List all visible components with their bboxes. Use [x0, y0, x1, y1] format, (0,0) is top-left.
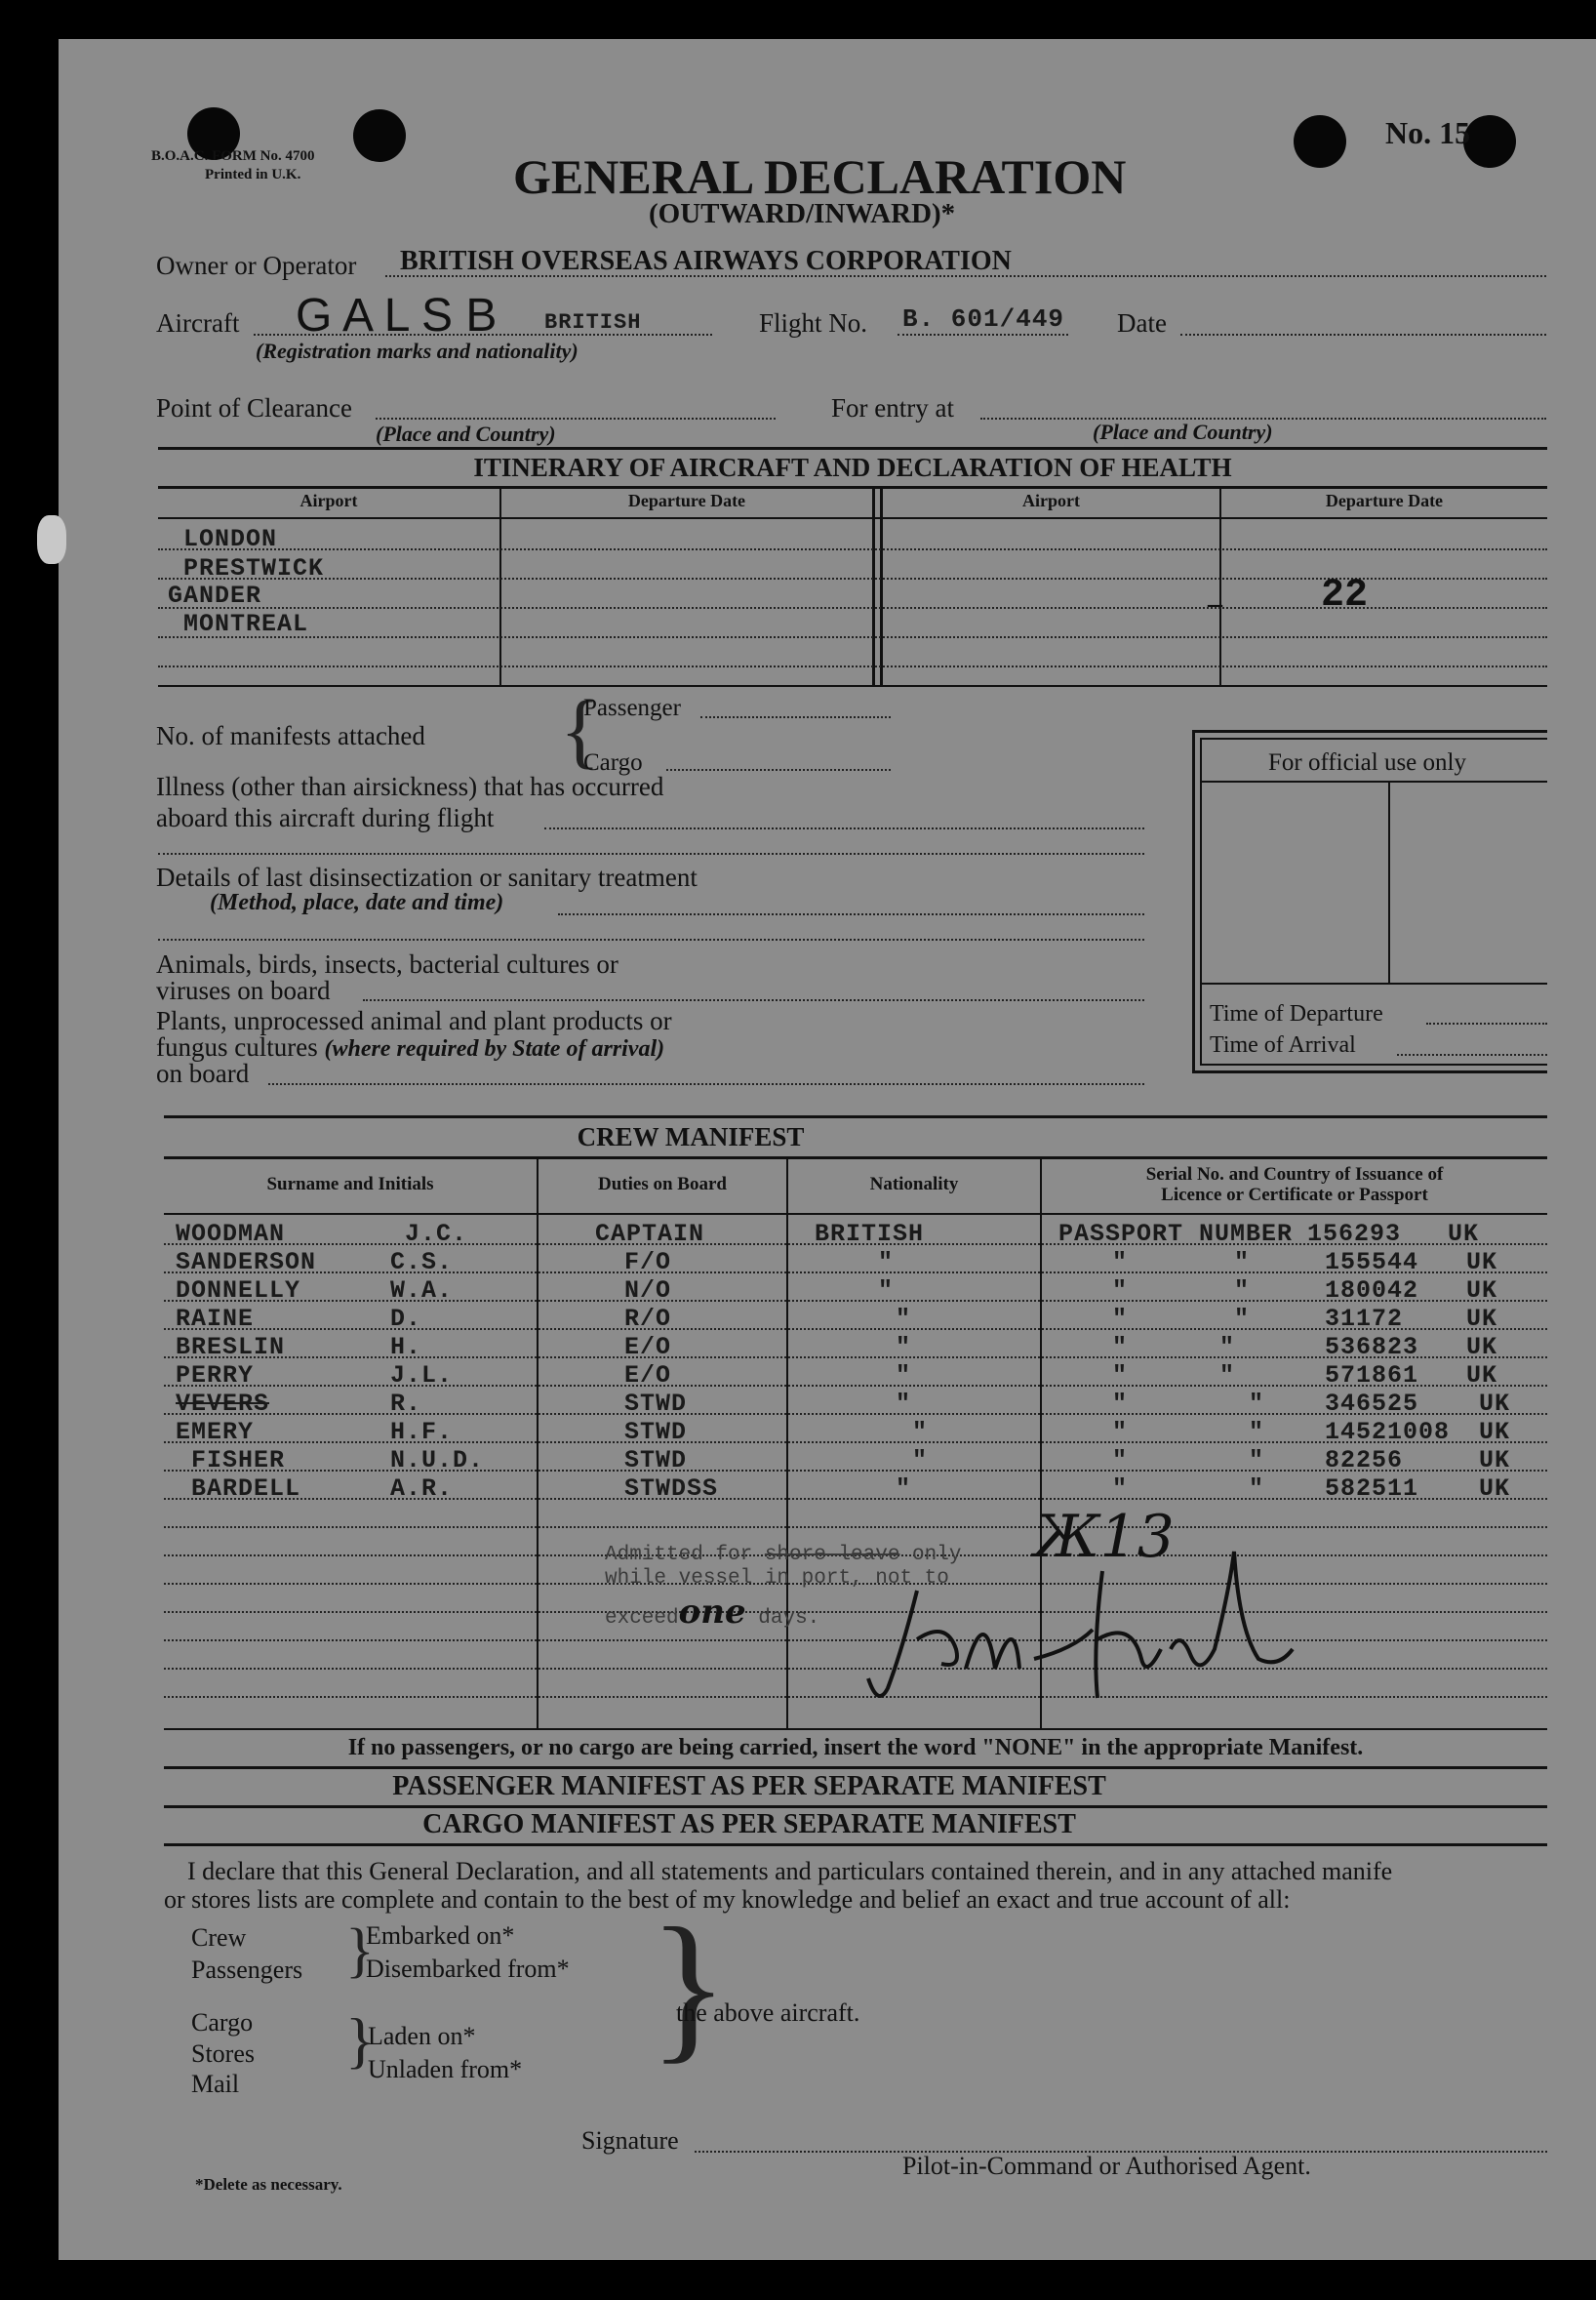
- itinerary-header-departure: Departure Date: [627, 491, 746, 510]
- crew-title-rule: [164, 1156, 1547, 1159]
- crew-serial-number: 180042: [1325, 1276, 1419, 1305]
- crew-serial-ditto: ": [1249, 1446, 1265, 1474]
- crew-serial-ditto: ": [1112, 1361, 1129, 1390]
- crew-serial-ditto: ": [1112, 1276, 1129, 1305]
- crew-header-surname: Surname and Initials: [266, 1174, 434, 1194]
- animals-label: viruses on board: [156, 976, 331, 1005]
- decl-brace: }: [345, 1917, 375, 1984]
- passenger-manifest-note: PASSENGER MANIFEST AS PER SEPARATE MANIFEST: [392, 1771, 1106, 1801]
- date-line: [1180, 334, 1546, 336]
- official-box-border: [1200, 738, 1547, 740]
- none-instruction: If no passengers, or no cargo are being carried, insert the word "NONE" in the appropriate Manifest.: [347, 1735, 1364, 1760]
- aircraft-label: Aircraft: [156, 308, 240, 338]
- manifests-brace: {: [560, 683, 601, 777]
- plants-label-text: fungus cultures: [156, 1032, 325, 1062]
- crew-duty: R/O: [624, 1305, 672, 1333]
- crew-serial-ditto: ": [1112, 1248, 1129, 1276]
- entry-label: For entry at: [831, 393, 954, 423]
- crew-serial-ditto: ": [1112, 1418, 1129, 1446]
- officer-initials: Ж13: [1034, 1503, 1175, 1571]
- crew-initials: J.C.: [405, 1220, 468, 1248]
- plants-label: Plants, unprocessed animal and plant products or: [156, 1006, 672, 1035]
- crew-surname: BARDELL: [191, 1474, 301, 1503]
- itinerary-title-rule: [158, 486, 1547, 489]
- disinsect-label: Details of last disinsectization or sanitary treatment: [156, 863, 698, 892]
- crew-serial-number: 582511: [1325, 1474, 1419, 1503]
- aircraft-registration: G A L S B: [296, 290, 498, 342]
- crew-initials: C.S.: [390, 1248, 454, 1276]
- official-box-border: [1200, 1064, 1547, 1066]
- manifest-cargo-label: Cargo: [583, 749, 643, 776]
- crew-serial-number: 155544: [1325, 1248, 1419, 1276]
- paper-tear: [37, 515, 66, 564]
- crew-nationality: ": [896, 1361, 912, 1390]
- crew-serial-number: 31172: [1325, 1305, 1404, 1333]
- aircraft-nationality: BRITISH: [544, 310, 642, 335]
- plants-line: [268, 1083, 1144, 1085]
- notes-rule: [164, 1843, 1547, 1846]
- itinerary-col-divider: [499, 486, 501, 687]
- crew-duty: N/O: [624, 1276, 672, 1305]
- stamp-text: days.: [745, 1607, 820, 1630]
- crew-surname: SANDERSON: [176, 1248, 317, 1276]
- punch-hole: [1294, 115, 1346, 168]
- crew-nationality: BRITISH: [815, 1220, 925, 1248]
- itinerary-header-departure: Departure Date: [1325, 491, 1444, 510]
- official-box-border: [1200, 738, 1202, 1066]
- entry-place-note: (Place and Country): [1093, 420, 1273, 444]
- crew-initials: H.F.: [390, 1418, 454, 1446]
- official-departure-label: Time of Departure: [1210, 1001, 1383, 1027]
- stamp-text: exceed: [605, 1607, 679, 1630]
- disinsect-note: (Method, place, date and time): [210, 890, 504, 915]
- itinerary-row-line: [158, 666, 1547, 667]
- shore-leave-stamp: [605, 1593, 819, 1632]
- official-box-border: [1192, 1070, 1547, 1073]
- crew-initials: A.R.: [390, 1474, 454, 1503]
- illness-line: [544, 827, 1144, 829]
- crew-serial-number: 571861: [1325, 1361, 1419, 1390]
- decl-large-brace: }: [649, 1894, 729, 2078]
- clearance-place-note: (Place and Country): [376, 422, 556, 446]
- punch-hole: [1463, 115, 1516, 168]
- flight-line: [898, 334, 1068, 336]
- decl-disembarked-label: Disembarked from*: [366, 1955, 570, 1983]
- crew-nationality: ": [896, 1474, 912, 1503]
- itinerary-middle-divider: [872, 486, 875, 687]
- crew-serial-ditto: ": [1112, 1390, 1129, 1418]
- crew-initials: R.: [390, 1390, 422, 1418]
- crew-serial-country: UK: [1466, 1333, 1498, 1361]
- crew-serial-country: UK: [1479, 1418, 1511, 1446]
- crew-surname: EMERY: [176, 1418, 255, 1446]
- crew-header-licence: Licence or Certificate or Passport: [1161, 1185, 1428, 1205]
- crew-serial-number: 156293: [1307, 1220, 1402, 1248]
- decl-mail-label: Mail: [191, 2070, 240, 2098]
- crew-serial-ditto: ": [1112, 1305, 1129, 1333]
- official-use-title: For official use only: [1268, 749, 1466, 776]
- crew-serial-ditto: ": [1112, 1474, 1129, 1503]
- illness-label: Illness (other than airsickness) that has occurred: [156, 772, 664, 801]
- disinsect-line: [158, 939, 1144, 941]
- crew-serial-number: 346525: [1325, 1390, 1419, 1418]
- crew-serial-country: UK: [1466, 1276, 1498, 1305]
- stamp-text-struck: shore leave: [764, 1544, 900, 1566]
- decl-laden-label: Laden on*: [368, 2022, 476, 2050]
- pilot-label: Pilot-in-Command or Authorised Agent.: [902, 2152, 1311, 2180]
- manifest-passenger-line: [700, 716, 891, 718]
- declaration-text: I declare that this General Declaration, and all statements and particulars contained therein, and in any attached manife: [187, 1857, 1393, 1885]
- notes-rule: [164, 1805, 1547, 1808]
- signature-label: Signature: [581, 2126, 679, 2155]
- official-arrival-label: Time of Arrival: [1210, 1032, 1356, 1058]
- crew-duty: CAPTAIN: [595, 1220, 705, 1248]
- crew-serial-ditto: ": [1249, 1418, 1265, 1446]
- owner-value: BRITISH OVERSEAS AIRWAYS CORPORATION: [400, 246, 1012, 276]
- crew-duty: STWD: [624, 1418, 688, 1446]
- crew-duty: E/O: [624, 1333, 672, 1361]
- stamp-text: Admitted for: [605, 1544, 765, 1566]
- crew-serial-country: UK: [1479, 1390, 1511, 1418]
- notes-rule: [164, 1766, 1547, 1769]
- itinerary-header-airport: Airport: [1022, 491, 1080, 510]
- crew-serial-ditto: ": [1234, 1248, 1251, 1276]
- punch-hole: [353, 109, 406, 162]
- crew-header-serial: Serial No. and Country of Issuance of: [1145, 1164, 1444, 1185]
- crew-row-line: [164, 1526, 1547, 1528]
- crew-initials: D.: [390, 1305, 422, 1333]
- itinerary-top-rule: [158, 447, 1547, 450]
- crew-nationality: ": [912, 1418, 929, 1446]
- crew-serial-country: UK: [1479, 1474, 1511, 1503]
- crew-nationality: ": [878, 1248, 895, 1276]
- clearance-label: Point of Clearance: [156, 393, 352, 423]
- disinsect-line: [558, 913, 1144, 915]
- crew-header-rule: [164, 1213, 1547, 1215]
- crew-serial-number: 14521008: [1325, 1418, 1451, 1446]
- animals-line: [363, 999, 1144, 1001]
- crew-duty: E/O: [624, 1361, 672, 1390]
- crew-header-nationality: Nationality: [869, 1174, 959, 1194]
- official-box-divider: [1388, 783, 1390, 983]
- date-label: Date: [1117, 308, 1167, 338]
- form-number: No. 15: [1385, 115, 1471, 150]
- crew-initials: H.: [390, 1333, 422, 1361]
- crew-duty: STWDSS: [624, 1474, 719, 1503]
- crew-serial-number: 82256: [1325, 1446, 1404, 1474]
- signature-text: [849, 1732, 854, 1733]
- crew-nationality: ": [896, 1390, 912, 1418]
- page-subtitle: (OUTWARD/INWARD)*: [649, 198, 956, 229]
- crew-nationality: ": [912, 1446, 929, 1474]
- itinerary-row-line: [158, 548, 1547, 550]
- flight-value: B. 601/449: [902, 304, 1065, 334]
- decl-unladen-label: Unladen from*: [368, 2055, 523, 2083]
- decl-passengers-label: Passengers: [191, 1956, 303, 1984]
- itinerary-airport: LONDON: [183, 525, 278, 553]
- crew-serial-ditto: ": [1112, 1446, 1129, 1474]
- itinerary-row-line: [158, 636, 1547, 638]
- decl-stores-label: Stores: [191, 2039, 255, 2068]
- itinerary-date-dash: –: [1208, 587, 1222, 620]
- illness-label: aboard this aircraft during flight: [156, 803, 495, 832]
- illness-line: [158, 853, 1144, 855]
- crew-surname: WOODMAN: [176, 1220, 286, 1248]
- crew-title: CREW MANIFEST: [577, 1122, 805, 1151]
- itinerary-middle-divider: [880, 486, 883, 687]
- itinerary-airport: GANDER: [168, 582, 262, 610]
- decl-cargo-label: Cargo: [191, 2008, 254, 2037]
- crew-initials: W.A.: [390, 1276, 454, 1305]
- official-box-border: [1192, 730, 1195, 1073]
- official-box-rule: [1202, 781, 1547, 783]
- official-box-rule: [1202, 983, 1547, 985]
- itinerary-header-rule: [158, 517, 1547, 519]
- itinerary-airport: MONTREAL: [183, 610, 309, 638]
- official-arrival-line: [1397, 1054, 1547, 1056]
- crew-surname: PERRY: [176, 1361, 255, 1390]
- crew-surname: BRESLIN: [176, 1333, 286, 1361]
- crew-serial-ditto: ": [1249, 1390, 1265, 1418]
- cargo-manifest-note: CARGO MANIFEST AS PER SEPARATE MANIFEST: [422, 1809, 1076, 1839]
- itinerary-title: ITINERARY OF AIRCRAFT AND DECLARATION OF HEALTH: [473, 453, 1232, 482]
- crew-serial-ditto: ": [1234, 1276, 1251, 1305]
- plants-label-italic: (where required by State of arrival): [324, 1036, 665, 1062]
- flight-label: Flight No.: [759, 308, 868, 338]
- itinerary-airport: PRESTWICK: [183, 554, 325, 583]
- crew-serial-ditto: ": [1249, 1474, 1265, 1503]
- stamp-text: only: [899, 1544, 962, 1566]
- signature-scrawl: [849, 1532, 1297, 1717]
- animals-label: Animals, birds, insects, bacterial cultures or: [156, 949, 618, 979]
- crew-header-duties: Duties on Board: [598, 1174, 727, 1194]
- crew-duty: F/O: [624, 1248, 672, 1276]
- decl-crew-label: Crew: [191, 1923, 247, 1952]
- crew-nationality: ": [896, 1305, 912, 1333]
- crew-initials: J.L.: [390, 1361, 454, 1390]
- crew-serial-ditto: ": [1234, 1305, 1251, 1333]
- crew-serial-country: UK: [1466, 1305, 1498, 1333]
- official-departure-line: [1426, 1023, 1547, 1025]
- clearance-line: [376, 418, 776, 420]
- itinerary-bottom-rule: [158, 685, 1547, 687]
- owner-line: [385, 275, 1546, 277]
- crew-serial-country: UK: [1448, 1220, 1480, 1248]
- decl-above-aircraft: the above aircraft.: [676, 1998, 860, 2027]
- stamp-days-handwritten: one: [678, 1593, 746, 1632]
- shore-leave-stamp: while vessel in port, not to: [605, 1567, 949, 1590]
- manifest-passenger-label: Passenger: [583, 695, 681, 721]
- crew-surname: RAINE: [176, 1305, 255, 1333]
- itinerary-header-airport: Airport: [299, 491, 358, 510]
- manifests-label: No. of manifests attached: [156, 721, 425, 750]
- crew-surname: FISHER: [191, 1446, 286, 1474]
- decl-brace: }: [345, 2005, 376, 2075]
- crew-surname: DONNELLY: [176, 1276, 301, 1305]
- crew-top-rule: [164, 1115, 1547, 1118]
- crew-duty: STWD: [624, 1446, 688, 1474]
- itinerary-col-divider: [1219, 486, 1221, 687]
- crew-duty: STWD: [624, 1390, 688, 1418]
- delete-note: *Delete as necessary.: [195, 2175, 342, 2194]
- crew-serial-country: UK: [1466, 1248, 1498, 1276]
- crew-nationality: ": [878, 1276, 895, 1305]
- crew-serial-ditto: ": [1219, 1361, 1236, 1390]
- declaration-text: or stores lists are complete and contain to the best of my knowledge and belief an exact and true account of all:: [164, 1885, 1291, 1914]
- crew-initials: N.U.D.: [390, 1446, 485, 1474]
- official-box-border: [1192, 730, 1547, 733]
- aircraft-note: (Registration marks and nationality): [256, 339, 579, 363]
- crew-bottom-rule: [164, 1728, 1547, 1730]
- printed-note: Printed in U.K.: [205, 167, 301, 182]
- crew-serial-country: UK: [1479, 1446, 1511, 1474]
- decl-embarked-label: Embarked on*: [366, 1921, 515, 1950]
- crew-serial-ditto: ": [1112, 1333, 1129, 1361]
- page-title: GENERAL DECLARATION: [513, 149, 1127, 204]
- plants-label: on board: [156, 1059, 250, 1088]
- crew-serial-prefix: PASSPORT NUMBER: [1058, 1220, 1294, 1248]
- crew-serial-number: 536823: [1325, 1333, 1419, 1361]
- crew-serial-ditto: ": [1219, 1333, 1236, 1361]
- form-id: B.O.A.C. FORM No. 4700: [151, 148, 315, 164]
- crew-serial-country: UK: [1466, 1361, 1498, 1390]
- crew-surname: VEVERS: [176, 1390, 270, 1418]
- itinerary-date-mark: 22: [1321, 574, 1369, 618]
- manifest-cargo-line: [666, 769, 891, 771]
- crew-nationality: ": [896, 1333, 912, 1361]
- owner-label: Owner or Operator: [156, 251, 357, 280]
- aircraft-line: [254, 334, 712, 336]
